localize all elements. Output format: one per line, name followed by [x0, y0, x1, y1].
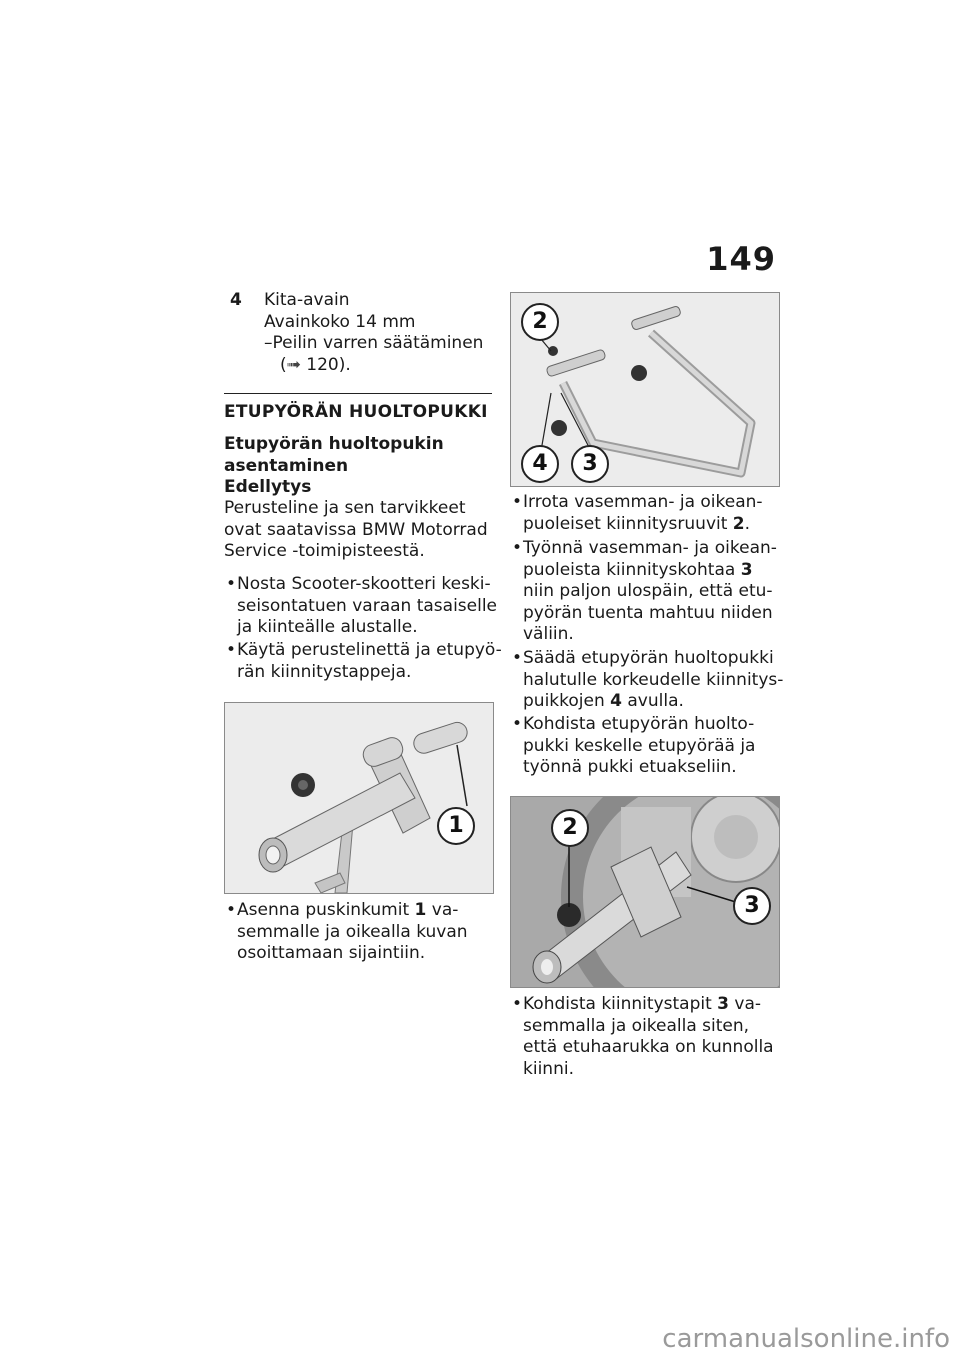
- paragraph-line: ovat saatavissa BMW Motorrad: [224, 519, 488, 540]
- bullet-icon: •: [512, 714, 523, 734]
- subheading-line: asentaminen: [224, 455, 349, 476]
- bullet-text: puoleiset kiinnitysruuvit: [523, 513, 733, 534]
- item-line: Avainkoko 14 mm: [264, 311, 416, 332]
- item-number: 4: [230, 290, 242, 310]
- callout-1: 1: [437, 807, 475, 845]
- left-column: [224, 0, 502, 1362]
- bullet-line: pyörän tuenta mahtuu niiden: [523, 602, 773, 623]
- bullet-line: semmalle ja oikealla kuvan: [237, 921, 468, 942]
- bullet-line: väliin.: [523, 624, 574, 644]
- figure-stand-on-wheel: [510, 796, 780, 988]
- callout-4: 4: [521, 445, 559, 483]
- prerequisite-heading: Edellytys: [224, 477, 312, 497]
- callout-3: 3: [733, 887, 771, 925]
- item-line: –Peilin varren säätäminen: [264, 333, 484, 353]
- bullet-text: Kohdista kiinnitystapit: [523, 994, 718, 1014]
- bullet-text: Asenna puskinkumit: [237, 900, 415, 920]
- bullet-line: seisontatuen varaan tasaiselle: [237, 595, 498, 616]
- bullet-line: työnnä pukki etuakseliin.: [523, 757, 737, 777]
- callout-2: 2: [551, 809, 589, 847]
- bullet-text: puoleista kiinnityskohtaa: [523, 559, 741, 580]
- callout-2: 2: [521, 303, 559, 341]
- reference-number: 3: [740, 559, 753, 580]
- callout-3: 3: [571, 445, 609, 483]
- stand-pin-illustration: [225, 703, 493, 893]
- bullet-icon: •: [512, 994, 523, 1014]
- bullet-line: Nosta Scooter-skootteri keski-: [237, 574, 491, 594]
- paragraph-line: Perusteline ja sen tarvikkeet: [224, 498, 466, 518]
- reference-number: 4: [610, 691, 622, 711]
- reference-number: 2: [732, 513, 745, 534]
- page-reference-text: 120).: [300, 354, 351, 375]
- bullet-text: .: [744, 513, 751, 534]
- bullet-icon: •: [226, 900, 237, 920]
- bullet-icon: •: [226, 640, 237, 660]
- reference-number: 3: [717, 994, 729, 1014]
- watermark: carmanualsonline.info: [662, 1324, 950, 1354]
- bullet-line: niin paljon ulospäin, että etu-: [523, 581, 773, 601]
- bullet-line: Työnnä vasemman- ja oikean-: [523, 538, 777, 558]
- bullet-line: että etuhaarukka on kunnolla: [523, 1037, 774, 1057]
- figure-stand-pin: [224, 702, 494, 894]
- bullet-line: Kohdista etupyörän huolto-: [523, 714, 755, 734]
- page-number: 149: [706, 240, 776, 278]
- bullet-text: puikkojen: [523, 691, 611, 711]
- bullet-text: avulla.: [621, 691, 684, 711]
- bullet-line: semmalla ja oikealla siten,: [523, 1015, 750, 1036]
- bullet-line: Säädä etupyörän huoltopukki: [523, 648, 774, 668]
- section-title: ETUPYÖRÄN HUOLTOPUKKI: [224, 402, 488, 422]
- figure-stand-overview: [510, 292, 780, 487]
- bullet-text: va-: [426, 900, 459, 920]
- bullet-line: Käytä perustelinettä ja etupyö-: [237, 640, 502, 660]
- arrow-icon: ➟: [286, 354, 301, 375]
- bullet-icon: •: [512, 492, 523, 512]
- subheading-line: Etupyörän huoltopukin: [224, 434, 444, 454]
- bullet-line: rän kiinnitystappeja.: [237, 661, 412, 682]
- page-reference[interactable]: (➟ 120).: [280, 354, 351, 375]
- bullet-line: halutulle korkeudelle kiinnitys-: [523, 669, 784, 690]
- bullet-icon: •: [226, 574, 237, 594]
- bullet-line: Irrota vasemman- ja oikean-: [523, 492, 763, 512]
- bullet-line: ja kiinteälle alustalle.: [237, 617, 418, 637]
- bullet-icon: •: [512, 648, 523, 668]
- bullet-icon: •: [512, 538, 523, 558]
- subheading: [224, 434, 496, 477]
- bullet-line: pukki keskelle etupyörää ja: [523, 735, 756, 756]
- right-column: [510, 0, 782, 1362]
- bullet-text: va-: [729, 994, 762, 1014]
- prerequisite-text: [224, 498, 496, 563]
- paragraph-line: Service -toimipisteestä.: [224, 541, 425, 561]
- bullet-line: kiinni.: [523, 1058, 574, 1079]
- bullet-line: osoittamaan sijaintiin.: [237, 943, 426, 963]
- reference-number: 1: [414, 900, 427, 920]
- section-divider: [224, 393, 492, 394]
- item-line: Kita-avain: [264, 290, 350, 310]
